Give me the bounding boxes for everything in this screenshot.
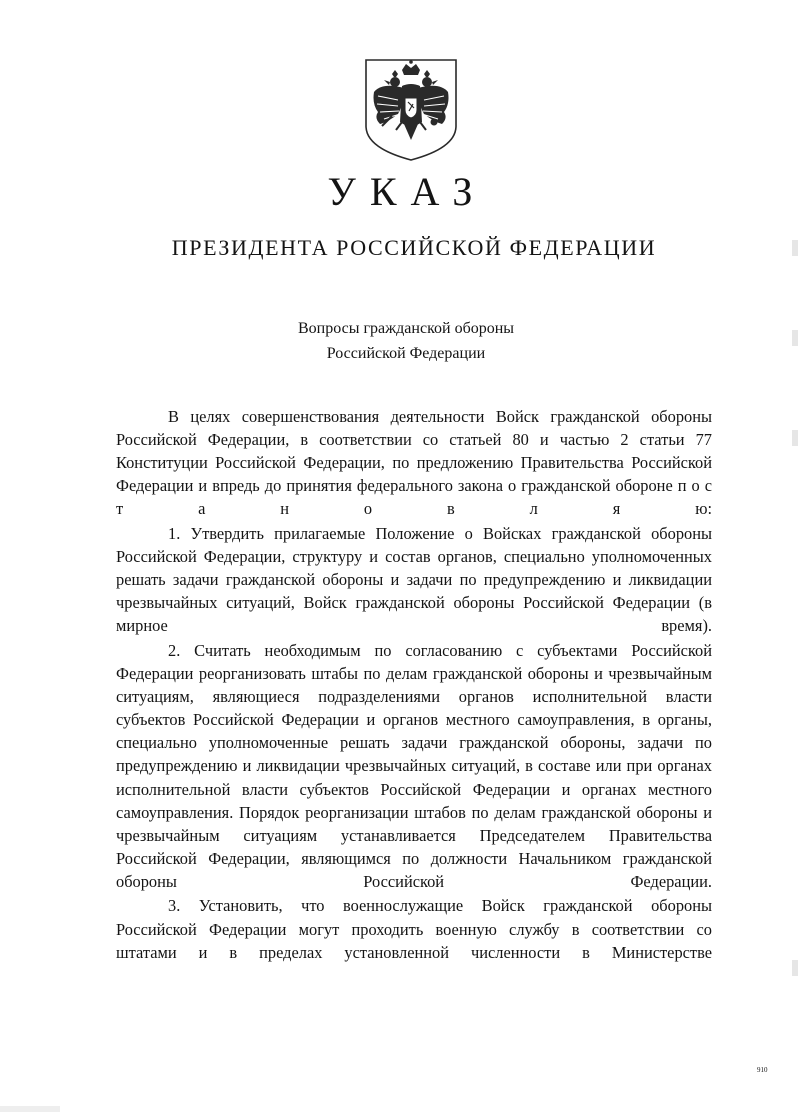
decree-heading: [0, 316, 800, 366]
decree-body: [116, 405, 712, 965]
double-headed-eagle-icon: [362, 56, 460, 164]
page-number: 910: [757, 1066, 768, 1074]
document-subtitle: ПРЕЗИДЕНТА РОССИЙСКОЙ ФЕДЕРАЦИИ: [171, 235, 657, 260]
scan-edge-mark: [792, 240, 798, 256]
clause-3-paragraph: 3. Установить, что военнослужащие Войск гражданской обороны Российской Федерации могут проходить военную службу в соответствии со штатами и в пределах установленной численности в Министерстве: [116, 896, 712, 962]
decree-heading-line-2: Российской Федерации: [326, 345, 486, 362]
document-title: УКАЗ: [327, 169, 487, 214]
scan-edge-mark: [792, 960, 798, 976]
preamble-paragraph: В целях совершенствования деятельности Войск гражданской обороны Российской Федерации, в соответствии со статьей 80 и частью 2 статьи 77 Конституции Российской Федерации, по предложению Правительства Российской Федерации и впредь до принятия федерального закона о гражданской обороне п о с т а н о в л я ю:: [116, 407, 712, 519]
clause-1-paragraph: 1. Утвердить прилагаемые Положение о Войсках гражданской обороны Российской Федерации, структуру и состав органов, специально уполномоченных решать задачи гражданской обороны и задачи по предупреждению и ликвидации чрезвычайных ситуаций, Войск гражданской обороны Российской Федерации (в мирное время).: [116, 523, 712, 636]
decree-heading-line-1: Вопросы гражданской обороны: [297, 320, 515, 337]
scan-edge-mark: [792, 430, 798, 446]
coat-of-arms-emblem: [362, 56, 460, 164]
scan-edge-mark: [792, 330, 798, 346]
clause-2-paragraph: 2. Считать необходимым по согласованию с субъектами Российской Федерации реорганизовать штабы по делам гражданской обороны и чрезвычайным ситуациям, являющиеся подразделениями органов исполнительной власти субъектов Российской Федерации и органов местного самоуправления, в органы, специально уполномоченные решать задачи гражданской обороны, задачи по предупреждению и ликвидации чрезвычайных ситуаций, в составе или при органах исполнительной власти субъектов Российской Федерации и органах местного самоуправления. Порядок реорганизации штабов по делам гражданской обороны и чрезвычайным ситуациям устанавливается Председателем Правительства Российской Федерации, являющимся по должности Начальником гражданской обороны Российской Федерации.: [116, 640, 712, 891]
scan-corner-mark: [0, 1106, 60, 1112]
